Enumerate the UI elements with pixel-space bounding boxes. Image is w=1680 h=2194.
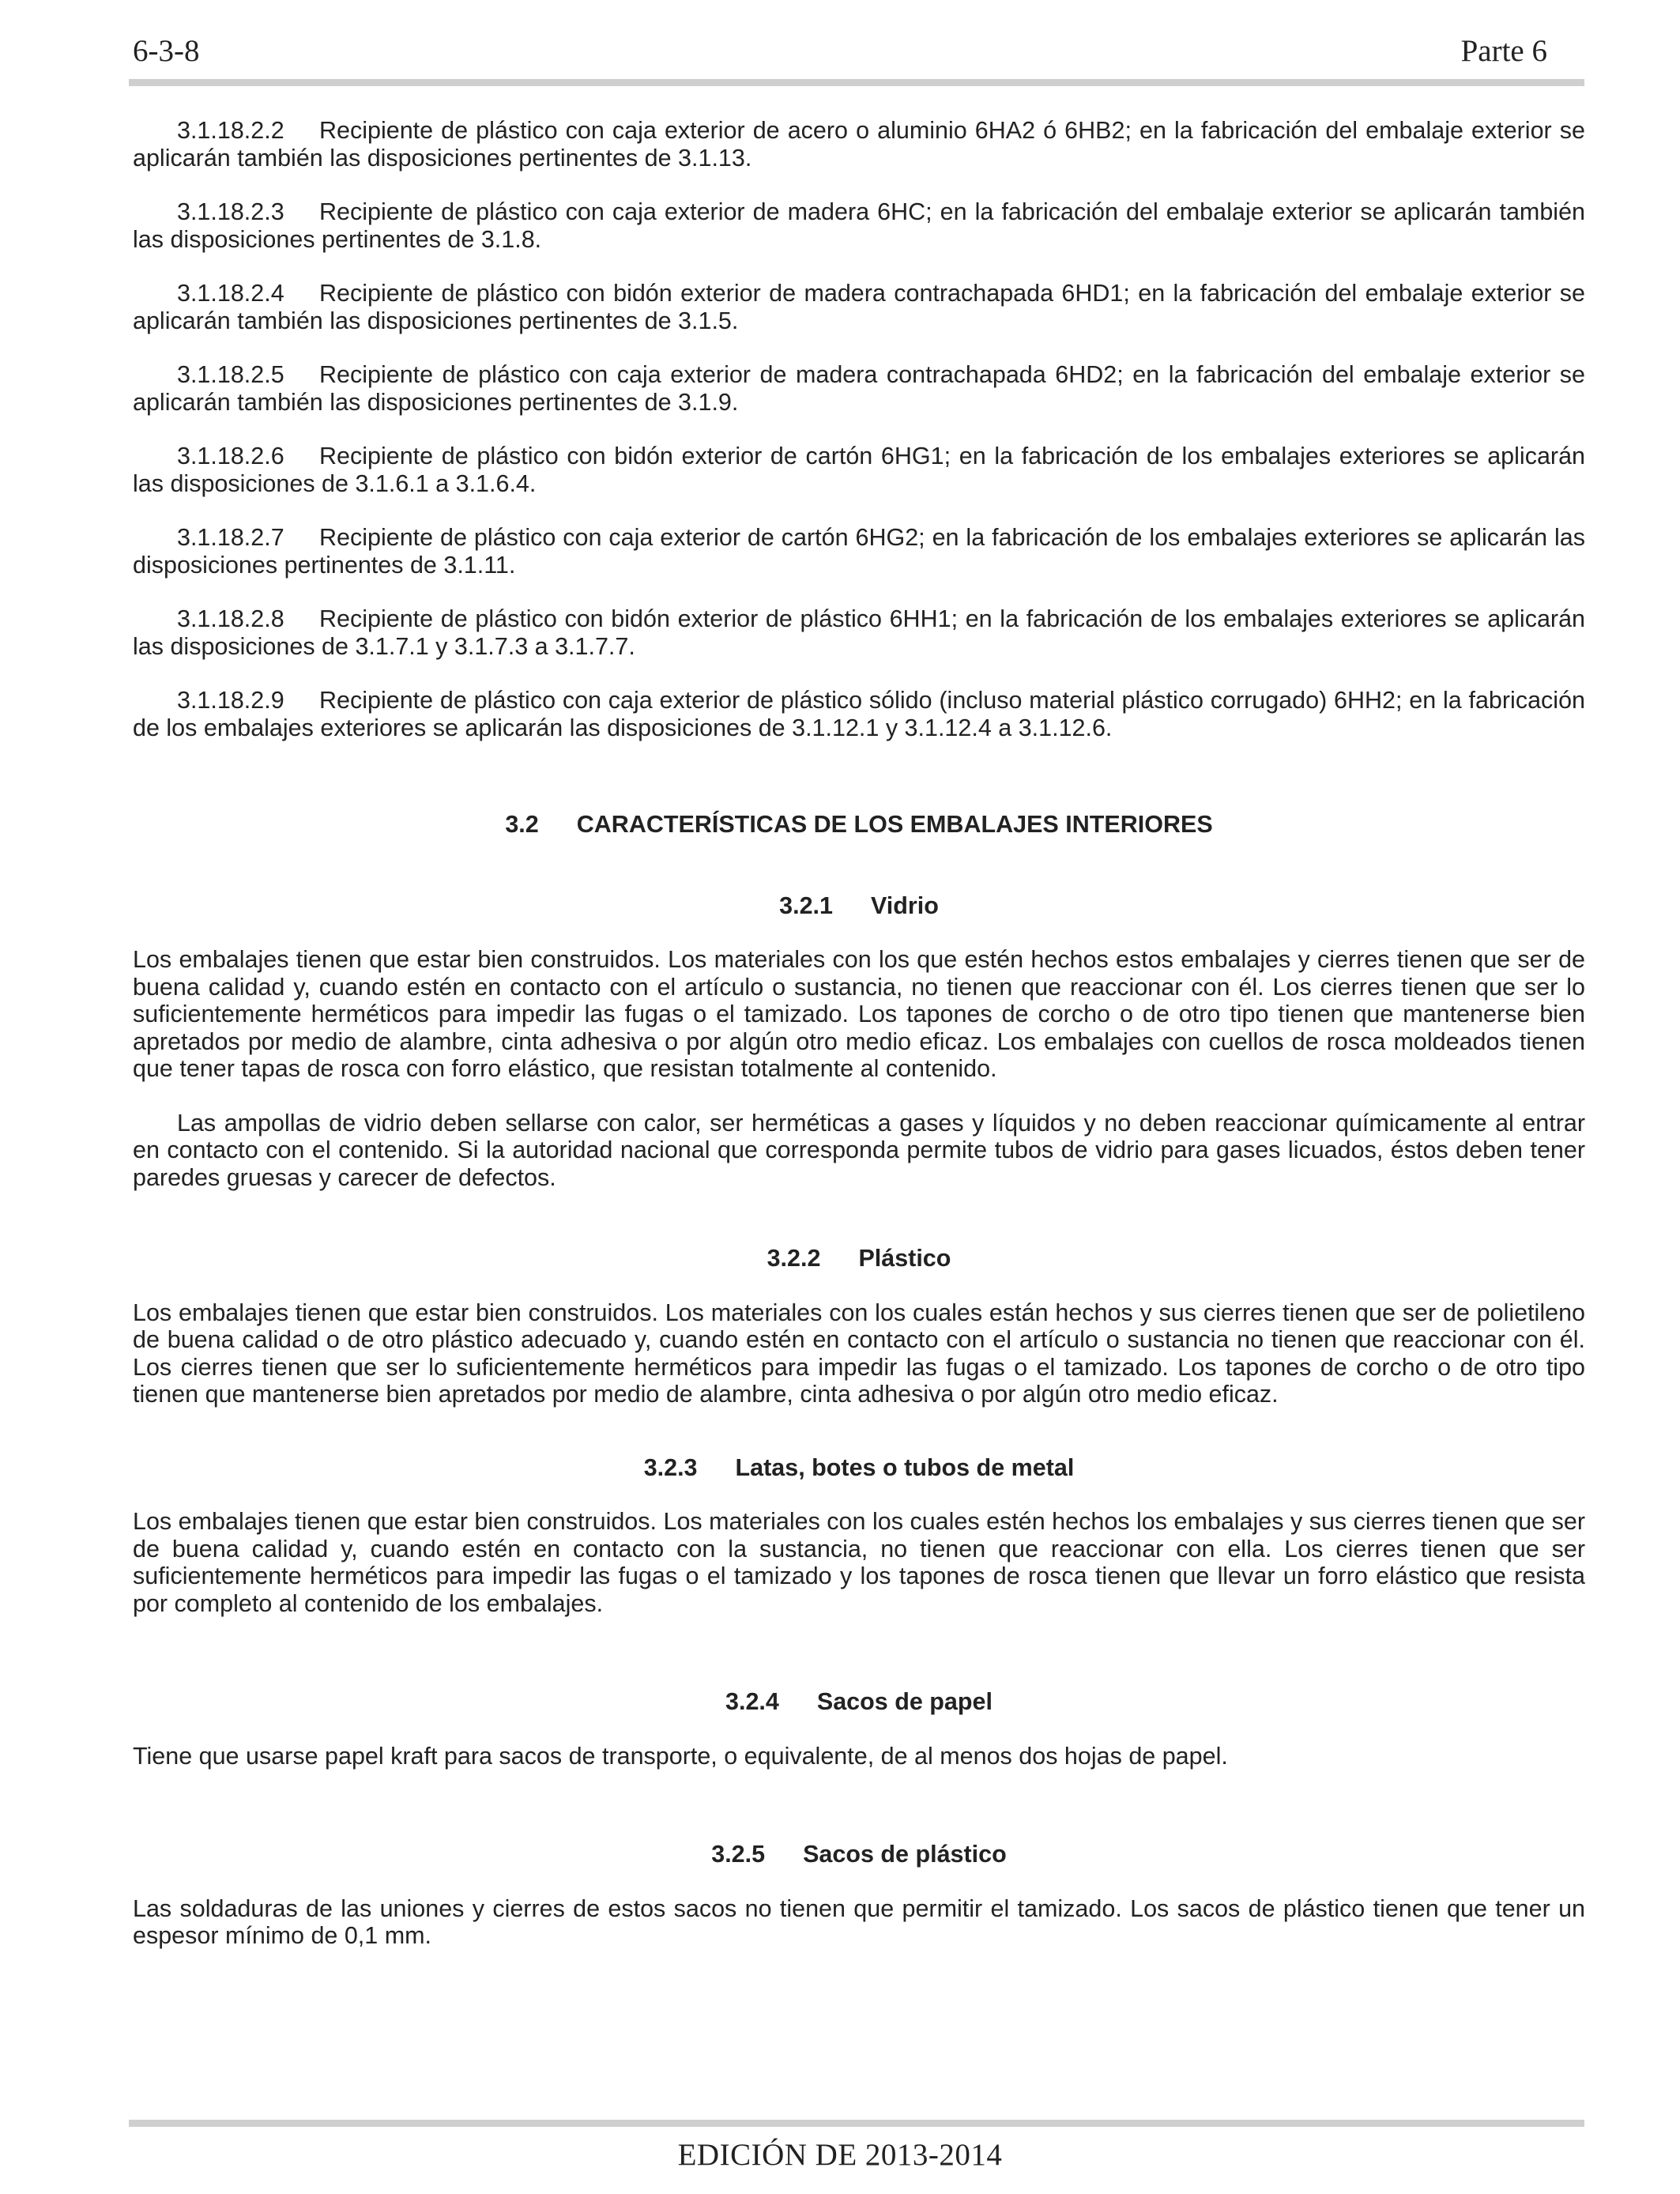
page-header xyxy=(133,30,1547,77)
subsection-number: 3.2.2 xyxy=(767,1245,821,1272)
section-title: CARACTERÍSTICAS DE LOS EMBALAJES INTERIORES xyxy=(576,811,1213,838)
paragraph-3-2-2: Los embalajes tienen que estar bien construidos. Los materiales con los cuales están hechos y sus cierres tienen que ser de polietileno de buena calidad o de otro plástico adecuado y, cuando estén en contacto con el artículo o sustancia no tienen que reaccionar con él. Los cierres tienen que ser lo suficientemente herméticos para impedir las fugas o el tamizado. Los tapones de corcho o de otro tipo tienen que mantenerse bien apretados por medio de alambre, cinta adhesiva o por algún otro medio eficaz. xyxy=(133,1299,1585,1408)
paragraph-3-1-18-2-8 xyxy=(133,605,1585,660)
paragraph-text: Recipiente de plástico con caja exterior de cartón 6HG2; en la fabricación de los embalajes exteriores se aplicarán las disposiciones pertinentes de 3.1.11. xyxy=(133,524,1585,579)
subsection-number: 3.2.4 xyxy=(725,1688,779,1715)
paragraph-text: Recipiente de plástico con caja exterior de acero o aluminio 6HA2 ó 6HB2; en la fabricación del embalaje exterior se aplicarán también las disposiciones pertinentes de 3.1.13. xyxy=(133,117,1585,172)
paragraph-text: Recipiente de plástico con caja exterior de madera 6HC; en la fabricación del embalaje exterior se aplicarán también las disposiciones pertinentes de 3.1.8. xyxy=(133,198,1585,253)
subsection-heading-3-2-4 xyxy=(133,1688,1585,1716)
paragraph-text: Recipiente de plástico con bidón exterior de madera contrachapada 6HD1; en la fabricación del embalaje exterior se aplicarán también las disposiciones pertinentes de 3.1.5. xyxy=(133,280,1585,334)
subsection-title: Sacos de plástico xyxy=(803,1841,1007,1868)
paragraph-text: Recipiente de plástico con caja exterior de madera contrachapada 6HD2; en la fabricación del embalaje exterior se aplicarán también las disposiciones pertinentes de 3.1.9. xyxy=(133,361,1585,416)
paragraph-number: 3.1.18.2.4 xyxy=(177,280,284,307)
paragraph-3-1-18-2-2 xyxy=(133,117,1585,172)
part-label: Parte 6 xyxy=(1460,34,1547,68)
document-body xyxy=(133,117,1585,1977)
header-rule xyxy=(129,79,1584,86)
paragraph-3-2-5: Las soldaduras de las uniones y cierres de estos sacos no tienen que permitir el tamizado. Los sacos de plástico tienen que tener un espesor mínimo de 0,1 mm. xyxy=(133,1894,1585,1949)
paragraph-text: Recipiente de plástico con caja exterior de plástico sólido (incluso material plástico corrugado) 6HH2; en la fabricación de los embalajes exteriores se aplicarán las disposiciones de 3.1.12.1 y 3.1.12.4 a 3.1.12.6. xyxy=(133,687,1585,741)
paragraph-3-2-1-b: Las ampollas de vidrio deben sellarse con calor, ser herméticas a gases y líquidos y no deben reaccionar químicamente al entrar en contacto con el contenido. Si la autoridad nacional que corresponda permite tubos de vidrio para gases licuados, éstos deben tener paredes gruesas y carecer de defectos. xyxy=(133,1109,1585,1191)
paragraph-3-2-4: Tiene que usarse papel kraft para sacos de transporte, o equivalente, de al menos dos hojas de papel. xyxy=(133,1742,1228,1770)
paragraph-number: 3.1.18.2.6 xyxy=(177,443,284,469)
paragraph-number: 3.1.18.2.2 xyxy=(177,117,284,144)
paragraph-3-1-18-2-4 xyxy=(133,280,1585,334)
paragraph-3-2-1-a: Los embalajes tienen que estar bien construidos. Los materiales con los que estén hechos estos embalajes y cierres tienen que ser de buena calidad y, cuando estén en contacto con el artículo o sustancia, no tienen que reaccionar con él. Los cierres tienen que ser lo suficientemente herméticos para impedir las fugas o el tamizado. Los tapones de corcho o de otro tipo tienen que mantenerse bien apretados por medio de alambre, cinta adhesiva o por algún otro medio eficaz. Los embalajes con cuellos de rosca moldeados tienen que tener tapas de rosca con forro elástico, que resistan totalmente al contenido. xyxy=(133,946,1585,1082)
paragraph-3-1-18-2-6 xyxy=(133,443,1585,497)
section-heading-3-2 xyxy=(133,811,1585,839)
subsection-heading-3-2-1 xyxy=(133,892,1585,920)
paragraph-text: Recipiente de plástico con bidón exterior de plástico 6HH1; en la fabricación de los embalajes exteriores se aplicarán las disposiciones de 3.1.7.1 y 3.1.7.3 a 3.1.7.7. xyxy=(133,605,1585,660)
footer-rule xyxy=(129,2120,1584,2127)
subsection-title: Sacos de papel xyxy=(816,1688,993,1715)
paragraph-3-1-18-2-9 xyxy=(133,687,1585,741)
paragraph-3-2-3: Los embalajes tienen que estar bien construidos. Los materiales con los cuales estén hechos los embalajes y sus cierres tienen que ser de buena calidad y, cuando estén en contacto con la sustancia, no tienen que reaccionar con ella. Los cierres tienen que ser suficientemente herméticos para impedir las fugas o el tamizado y los tapones de rosca tienen que llevar un forro elástico que resista por completo al contenido de los embalajes. xyxy=(133,1508,1585,1617)
subsection-title: Latas, botes o tubos de metal xyxy=(735,1453,1075,1481)
subsection-heading-3-2-2 xyxy=(133,1245,1585,1272)
section-number: 3.2 xyxy=(505,811,539,838)
subsection-number: 3.2.1 xyxy=(779,892,833,919)
paragraph-text: Recipiente de plástico con bidón exterior de cartón 6HG1; en la fabricación de los embalajes exteriores se aplicarán las disposiciones de 3.1.6.1 a 3.1.6.4. xyxy=(133,443,1585,497)
paragraph-number: 3.1.18.2.3 xyxy=(177,198,284,225)
paragraph-number: 3.1.18.2.8 xyxy=(177,605,284,632)
paragraph-3-1-18-2-5 xyxy=(133,361,1585,416)
edition-footer: EDICIÓN DE 2013-2014 xyxy=(677,2138,1003,2172)
subsection-title: Plástico xyxy=(858,1245,951,1272)
paragraph-number: 3.1.18.2.7 xyxy=(177,524,284,551)
subsection-number: 3.2.3 xyxy=(643,1453,698,1481)
subsection-number: 3.2.5 xyxy=(711,1841,766,1868)
paragraph-number: 3.1.18.2.5 xyxy=(177,361,284,388)
paragraph-3-1-18-2-3 xyxy=(133,198,1585,253)
subsection-heading-3-2-5 xyxy=(133,1841,1585,1868)
paragraph-number: 3.1.18.2.9 xyxy=(177,687,284,714)
subsection-heading-3-2-3 xyxy=(133,1454,1585,1482)
paragraph-3-1-18-2-7 xyxy=(133,524,1585,579)
page-number: 6-3-8 xyxy=(133,34,200,68)
subsection-title: Vidrio xyxy=(870,892,939,919)
